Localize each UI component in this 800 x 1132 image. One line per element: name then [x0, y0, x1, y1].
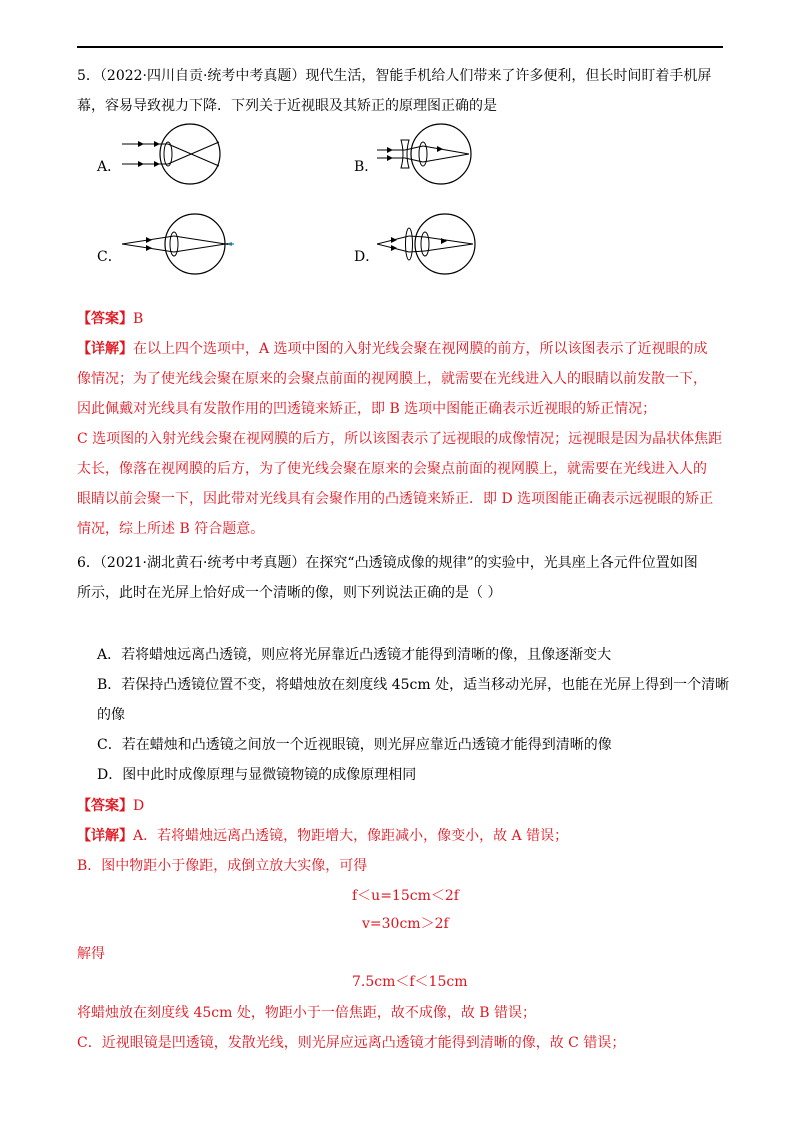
q5-option-b-label: B．: [354, 159, 379, 175]
q5-detail-line6: 眼睛以前会聚一下，因此带对光线具有会聚作用的凸透镜来矫正．即 D 选项图能正确表示远视眼的矫正: [77, 491, 714, 507]
q6-option-b-line1: B．若保持凸透镜位置不变，将蜡烛放在刻度线 45cm 处，适当移动光屏，也能在光屏上得到一个清晰: [97, 677, 730, 693]
detail-tag: 【详解】: [77, 341, 133, 357]
q5-detail-line2: 像情况；为了使光线会聚在原来的会聚点前面的视网膜上，就需要在光线进入人的眼睛以前发散一下，: [77, 371, 707, 387]
q5-option-b-diagram: [375, 122, 480, 187]
q5-option-d-diagram: [375, 212, 485, 277]
q6-solve-label: 解得: [77, 946, 105, 962]
detail-text: A．若将蜡烛远离凸透镜，物距增大，像距减小，像变小，故 A 错误；: [133, 828, 569, 844]
header-rule: [77, 46, 723, 48]
q6-stem-line1: 6．（2021·湖北黄石·统考中考真题）在探究“凸透镜成像的规律”的实验中，光具座上各元件位置如图: [77, 555, 698, 571]
q5-detail-line7: 情况，综上所述 B 符合题意。: [77, 521, 265, 537]
q6-stem-line2: 所示，此时在光屏上恰好成一个清晰的像，则下列说法正确的是（ ）: [77, 585, 502, 601]
q5-option-c-label: C．: [97, 249, 122, 265]
q5-detail-line4: C 选项图的入射光线会聚在视网膜的后方，所以该图表示了远视眼的成像情况；远视眼是因为晶状体焦距: [77, 431, 723, 447]
q5-option-a-diagram: [120, 122, 225, 187]
q5-option-d-label: D．: [354, 249, 380, 265]
q5-stem-line1: 5．（2022·四川自贡·统考中考真题）现代生活，智能手机给人们带来了许多便利，但长时间盯着手机屏: [77, 68, 712, 84]
q6-detail-b2: 将蜡烛放在刻度线 45cm 处，物距小于一倍焦距，故不成像，故 B 错误；: [77, 1005, 537, 1021]
q6-option-d: D．图中此时成像原理与显微镜物镜的成像原理相同: [97, 767, 417, 783]
q5-stem-line2: 幕，容易导致视力下降．下列关于近视眼及其矫正的原理图正确的是: [77, 98, 497, 114]
q6-answer: [77, 796, 144, 816]
q6-option-a: A．若将蜡烛远离凸透镜，则应将光屏靠近凸透镜才能得到清晰的像，且像逐渐变大: [97, 647, 612, 663]
answer-tag: 【答案】: [77, 311, 133, 327]
answer-value: B: [133, 311, 144, 327]
q5-detail-line3: 因此佩戴对光线具有发散作用的凹透镜来矫正，即 B 选项中图能正确表示近视眼的矫正情况；: [77, 401, 657, 417]
q6-option-c: C．若在蜡烛和凸透镜之间放一个近视眼镜，则光屏应靠近凸透镜才能得到清晰的像: [97, 737, 612, 753]
q6-option-b-line2: 的像: [97, 707, 125, 723]
q5-detail-line5: 太长，像落在视网膜的后方，为了使光线会聚在原来的会聚点前面的视网膜上，就需要在光线进入人的: [77, 461, 707, 477]
q6-detail-b: B．图中物距小于像距，成倒立放大实像，可得: [77, 858, 368, 874]
q6-equation-2: v=30cm＞2f: [362, 916, 449, 932]
q5-detail-line1: [77, 339, 708, 359]
answer-tag: 【答案】: [77, 798, 133, 814]
answer-value: D: [133, 798, 145, 814]
q5-answer: [77, 309, 143, 329]
q5-option-a-label: A．: [97, 159, 122, 175]
q5-option-c-diagram: [120, 212, 235, 277]
detail-tag: 【详解】: [77, 828, 133, 844]
q6-equation-3: 7.5cm＜f＜15cm: [352, 974, 468, 990]
q6-detail-a: [77, 826, 568, 846]
detail-text: 在以上四个选项中，A 选项中图的入射光线会聚在视网膜的前方，所以该图表示了近视眼的成: [133, 341, 708, 357]
q6-equation-1: f＜u=15cm＜2f: [352, 888, 459, 904]
q6-detail-c: C．近视眼镜是凹透镜，发散光线，则光屏应远离凸透镜才能得到清晰的像，故 C 错误；: [77, 1035, 626, 1051]
